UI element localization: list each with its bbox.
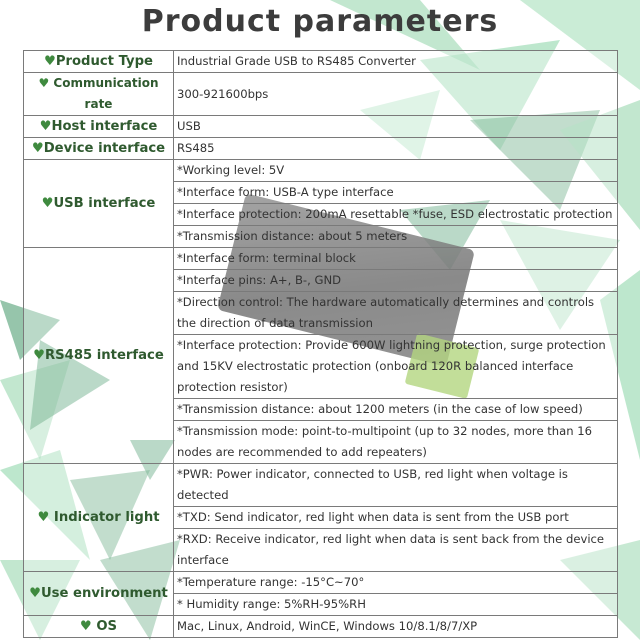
value-usb-interface-form: *Interface form: USB-A type interface <box>174 182 618 204</box>
heart-icon: ♥ <box>79 619 92 634</box>
heart-icon: ♥ <box>37 510 50 525</box>
value-usb-working-level: *Working level: 5V <box>174 160 618 182</box>
heart-icon: ♥ <box>39 119 52 134</box>
table-row-os <box>24 616 618 638</box>
value-os: Mac, Linux, Android, WinCE, Windows 10/8.1/8/7/XP <box>174 616 618 638</box>
heart-icon: ♥ <box>29 586 41 601</box>
value-rs485-transmission-mode: *Transmission mode: point-to-multipoint (up to 32 nodes, more than 16 nodes are recommended to add repeaters) <box>174 421 618 464</box>
value-rs485-transmission-distance: *Transmission distance: about 1200 meters (in the case of low speed) <box>174 399 618 421</box>
label-rs485-interface: ♥RS485 interface <box>24 248 174 464</box>
value-usb-transmission-distance: *Transmission distance: about 5 meters <box>174 226 618 248</box>
label-usb-interface: ♥USB interface <box>24 160 174 248</box>
table-row-device-interface <box>24 138 618 160</box>
value-rs485-interface-form: *Interface form: terminal block <box>174 248 618 270</box>
value-usb-interface-protection: *Interface protection: 200mA resettable *fuse, ESD electrostatic protection <box>174 204 618 226</box>
heart-icon: ♥ <box>41 196 54 211</box>
heart-icon: ♥ <box>33 348 45 363</box>
heart-icon: ♥ <box>43 54 56 69</box>
table-row-product-type <box>24 51 618 73</box>
value-rs485-interface-protection: *Interface protection: Provide 600W lightning protection, surge protection and 15KV electrostatic protection (onboard 120R balanced interface protection resistor) <box>174 335 618 399</box>
value-host-interface: USB <box>174 116 618 138</box>
table-row-communication-rate <box>24 73 618 116</box>
value-humidity-range: * Humidity range: 5%RH-95%RH <box>174 594 618 616</box>
parameters-table <box>23 50 618 638</box>
label-product-type: ♥Product Type <box>24 51 174 73</box>
heart-icon: ♥ <box>31 141 44 156</box>
page-title: Product parameters <box>141 4 499 39</box>
value-indicator-pwr: *PWR: Power indicator, connected to USB, red light when voltage is detected <box>174 464 618 507</box>
table-row-usb-interface <box>24 160 618 182</box>
value-communication-rate: 300-921600bps <box>174 73 618 116</box>
table-row-rs485-interface <box>24 248 618 270</box>
label-host-interface: ♥Host interface <box>24 116 174 138</box>
label-indicator-light: ♥ Indicator light <box>24 464 174 572</box>
value-indicator-txd: *TXD: Send indicator, red light when data is sent from the USB port <box>174 507 618 529</box>
value-rs485-interface-pins: *Interface pins: A+, B-, GND <box>174 270 618 292</box>
label-use-environment: ♥Use environment <box>24 572 174 616</box>
value-device-interface: RS485 <box>174 138 618 160</box>
table-row-use-environment <box>24 572 618 594</box>
table-row-host-interface <box>24 116 618 138</box>
value-indicator-rxd: *RXD: Receive indicator, red light when data is sent back from the device interface <box>174 529 618 572</box>
table-row-indicator-light <box>24 464 618 507</box>
value-product-type: Industrial Grade USB to RS485 Converter <box>174 51 618 73</box>
value-rs485-direction-control: *Direction control: The hardware automatically determines and controls the direction of data transmission <box>174 292 618 335</box>
label-communication-rate: ♥ Communication rate <box>24 73 174 116</box>
heart-icon: ♥ <box>38 76 50 90</box>
label-os: ♥ OS <box>24 616 174 638</box>
value-temperature-range: *Temperature range: -15°C~70° <box>174 572 618 594</box>
label-device-interface: ♥Device interface <box>24 138 174 160</box>
